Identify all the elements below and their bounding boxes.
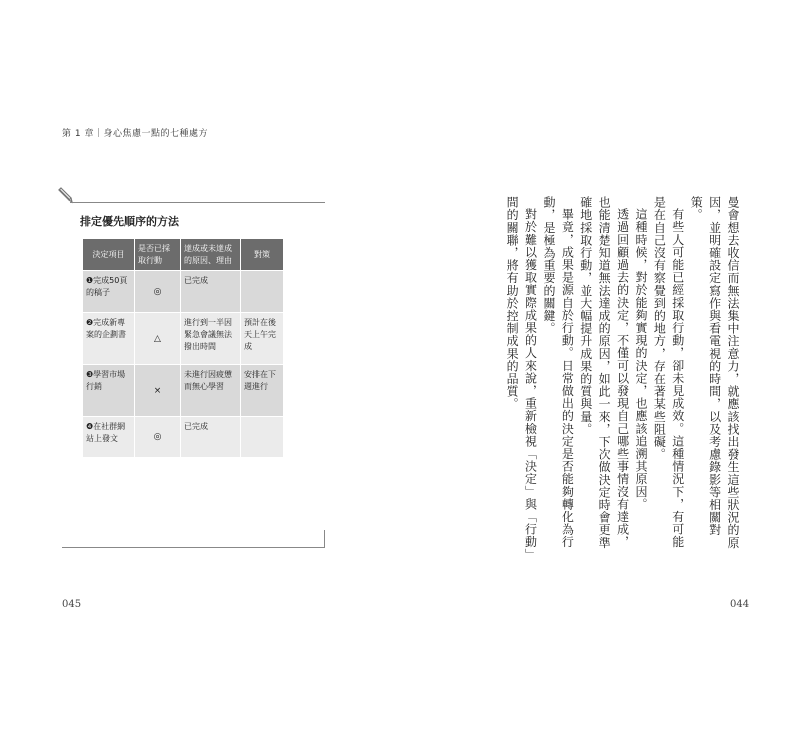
countermeasure-cell bbox=[241, 271, 284, 313]
status-mark-cell: × bbox=[135, 365, 181, 417]
table-header-row bbox=[83, 239, 284, 271]
box-bottom-rule bbox=[62, 547, 325, 548]
decision-cell: ❹在社群網站上發文 bbox=[83, 417, 135, 458]
countermeasure-cell: 安排在下週進行 bbox=[241, 365, 284, 417]
decision-cell: ❸學習市場行銷 bbox=[83, 365, 135, 417]
header-action-taken: 是否已採取行動 bbox=[135, 239, 181, 271]
countermeasure-cell bbox=[241, 417, 284, 458]
table-row bbox=[83, 365, 284, 417]
reason-cell: 未進行因疲憊而無心學習 bbox=[181, 365, 241, 417]
page-number-right: 044 bbox=[730, 599, 750, 610]
header-decision-item: 決定項目 bbox=[83, 239, 135, 271]
running-head: 第 1 章｜身心焦慮一點的七種處方 bbox=[62, 129, 208, 139]
page-number-left: 045 bbox=[62, 599, 82, 610]
paragraph: 透過回顧過去的決定，不僅可以發現自己哪些事情沒有達成，也能清楚知道無法達成的原因，如此一來，下次做決定時會更準確地採取行動，並大幅提升成果的質與量。 bbox=[578, 196, 630, 549]
box-title: 排定優先順序的方法 bbox=[80, 215, 179, 228]
decision-cell: ❶完成50頁的稿子 bbox=[83, 271, 135, 313]
reason-cell: 已完成 bbox=[181, 417, 241, 458]
table-row bbox=[83, 313, 284, 365]
status-mark-cell: ◎ bbox=[135, 417, 181, 458]
paragraph: 有些人可能已經採取行動，卻未見成效。這種情況下，有可能是在自己沒有察覺到的地方，存在著某些阻礙。 bbox=[652, 196, 685, 549]
paragraph: 曼會想去收信而無法集中注意力，就應該找出發生這些狀況的原因，並明確設定寫作與看電視的時間，以及考慮錄影等相關對策。 bbox=[689, 196, 740, 549]
status-mark-cell: △ bbox=[135, 313, 181, 365]
paragraph: 畢竟，成果是源自於行動。日常做出的決定是否能夠轉化為行動，是極為重要的關鍵。 bbox=[541, 196, 575, 549]
reason-cell: 進行到一半因緊急會議無法撥出時間 bbox=[181, 313, 241, 365]
reason-cell: 已完成 bbox=[181, 271, 241, 313]
decision-cell: ❷完成新專案的企劃書 bbox=[83, 313, 135, 365]
priority-table bbox=[82, 238, 284, 458]
paragraph: 對於難以獲取實際成果的人來說，重新檢視「決定」與「行動」間的關聯，將有助於控制成果的品質。 bbox=[505, 196, 538, 555]
paragraph: 這種時候，對於能夠實現的決定，也應該追溯其原因。 bbox=[633, 208, 648, 511]
countermeasure-cell: 預計在後天上午完成 bbox=[241, 313, 284, 365]
header-reason: 達成或未達成的原因、理由 bbox=[181, 239, 241, 271]
box-top-rule bbox=[70, 202, 325, 203]
body-text bbox=[503, 196, 742, 556]
box-right-rule bbox=[324, 530, 325, 548]
table-row bbox=[83, 271, 284, 313]
status-mark-cell: ◎ bbox=[135, 271, 181, 313]
table-row bbox=[83, 417, 284, 458]
header-countermeasure: 對策 bbox=[241, 239, 284, 271]
